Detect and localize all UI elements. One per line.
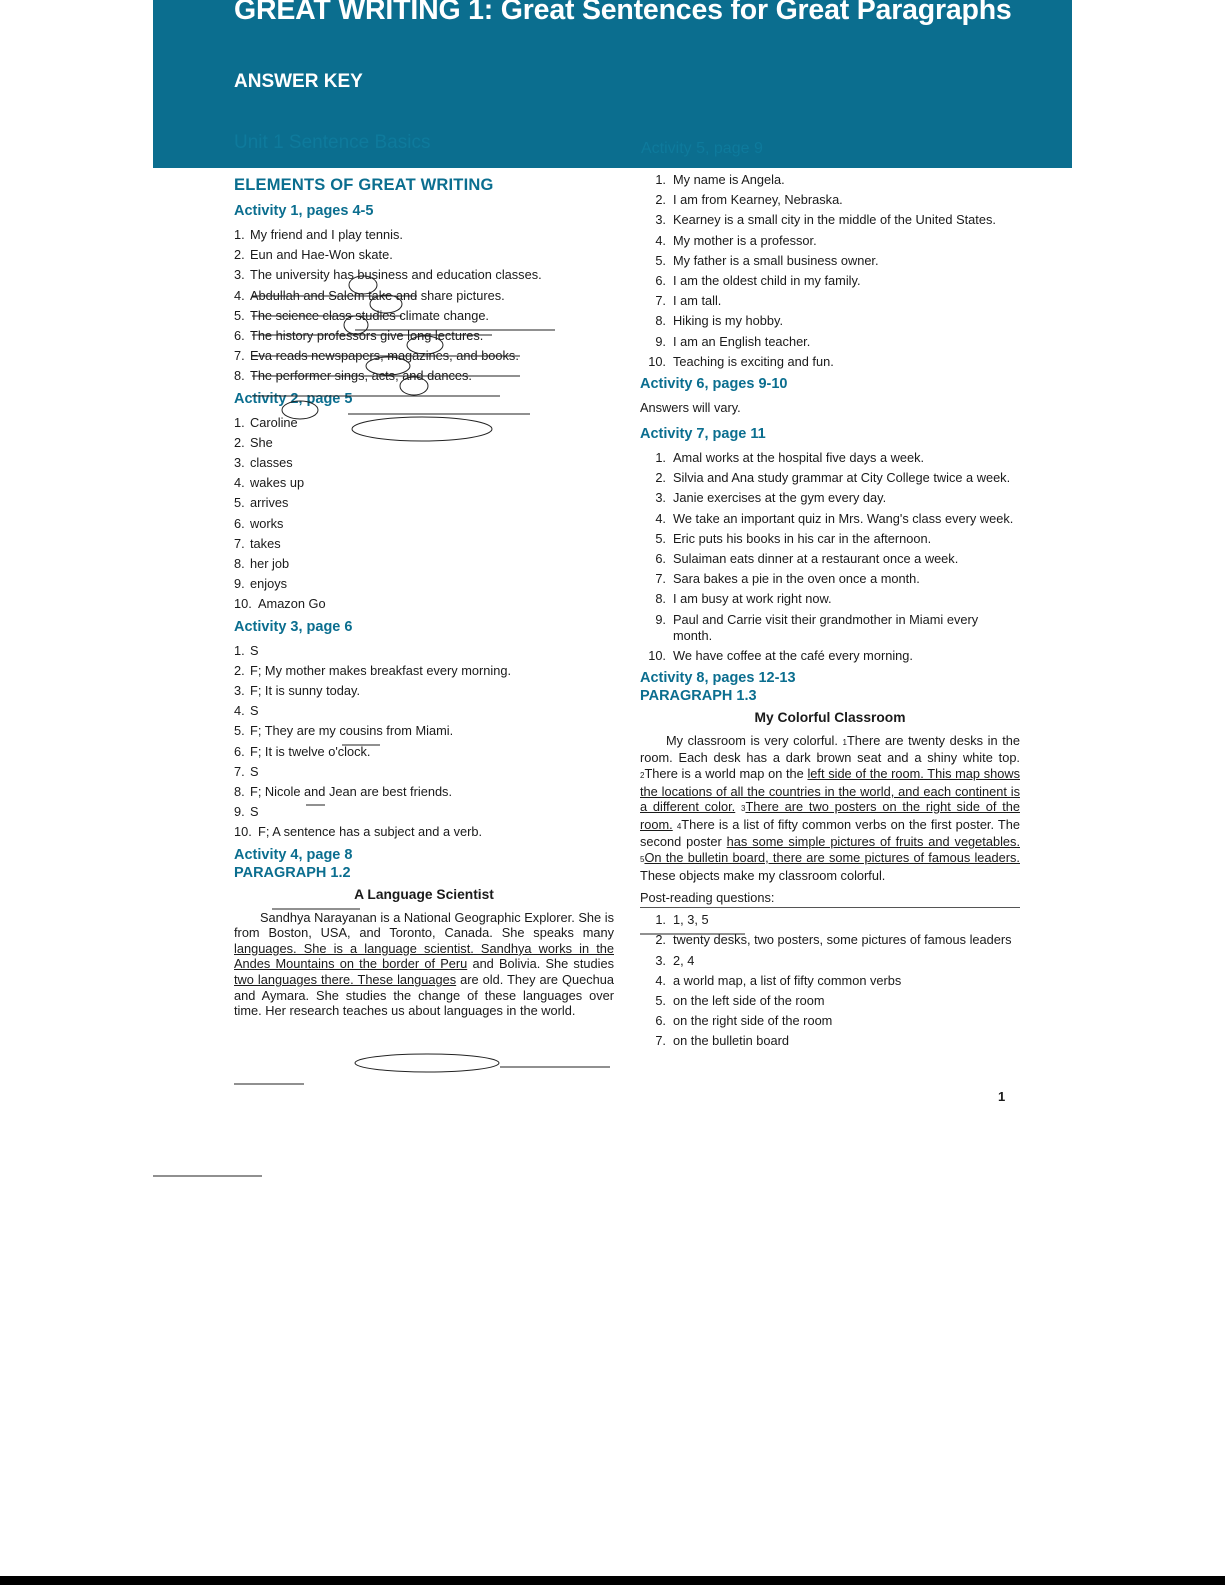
list-item: 3. F; It is sunny today. xyxy=(234,683,361,699)
list-item: 4. Abdullah and Salem take and share pictures. xyxy=(234,287,505,303)
list-item: 5. The science class studies climate change. xyxy=(234,307,489,323)
list-item: 8. her job xyxy=(234,556,290,572)
list-item: 10. Teaching is exciting and fun. xyxy=(648,353,834,369)
list-item: 4. S xyxy=(234,703,259,719)
list-item: 7. takes xyxy=(234,535,281,551)
list-item: 4. My mother is a professor. xyxy=(655,232,817,248)
activity-1-heading: Activity 1, pages 4-5 xyxy=(234,203,374,219)
list-item: 7. Eva reads newspapers, magazines, and books. xyxy=(234,348,519,364)
list-item: 1. S xyxy=(234,642,259,658)
activity-4-heading: Activity 4, page 8 xyxy=(234,846,353,863)
faded-unit-title: Unit 1 Sentence Basics xyxy=(234,132,431,153)
circle-mark xyxy=(355,1054,499,1072)
list-item: 2. She xyxy=(234,434,273,450)
list-item: 6. Sulaiman eats dinner at a restaurant once a week. xyxy=(655,551,959,567)
activity-3-list xyxy=(234,641,614,843)
list-item: 3. 2, 4 xyxy=(655,952,695,968)
list-item: 8. I am busy at work right now. xyxy=(655,591,832,607)
activity-2-heading: Activity 2, page 5 xyxy=(234,390,353,407)
list-item: 10. We have coffee at the café every morning. xyxy=(648,647,913,663)
activity-6-heading: Activity 6, pages 9-10 xyxy=(640,376,788,393)
answer-key-heading: ANSWER KEY xyxy=(234,71,363,92)
list-item: 1. Amal works at the hospital five days a week. xyxy=(655,450,925,466)
paragraph-1-2-body: Sandhya Narayanan is a National Geographic Explorer. She is from Boston, USA, and Toronto, Canada. She speaks many languages. She is a language scientist. Sandhya works in the Andes Mountains on the border of Peru and Bolivia. She studies two languages there. These languages are old. They are Quechua and Aymara. She studies the change of these languages over time. Her research teaches us about languages in the world. xyxy=(234,909,614,1019)
list-item: 8. F; Nicole and Jean are best friends. xyxy=(234,784,453,800)
list-item: 1. 1, 3, 5 xyxy=(655,912,709,928)
list-item: 3. classes xyxy=(234,455,293,471)
activity-7-list xyxy=(640,448,1020,666)
paragraph-1-3-title: My Colorful Classroom xyxy=(754,709,906,725)
paragraph-1-3-body: My classroom is very colorful. 1There are twenty desks in the room. Each desk has a dark brown seat and a shiny white top. 2There is a world map on the left side of the room. This map shows the locations of all the countries in the world, and each continent is a different color. 3There are two posters on the right side of the room. 4There is a list of fifty common verbs on the first poster. The second poster has some simple pictures of fruits and vegetables. 5On the bulletin board, there are some pictures of famous leaders. These objects make my classroom colorful. xyxy=(640,732,1020,883)
list-item: 3. The university has business and education classes. xyxy=(234,267,542,283)
list-item: 10. Amazon Go xyxy=(234,596,326,612)
bottom-edge-rule xyxy=(0,1576,1225,1585)
list-item: 2. Eun and Hae-Won skate. xyxy=(234,247,393,263)
list-item: 5. F; They are my cousins from Miami. xyxy=(234,723,454,739)
activity-5-list xyxy=(640,170,1020,372)
list-item: 5. on the left side of the room xyxy=(655,993,825,1009)
list-item: 5. My father is a small business owner. xyxy=(655,252,879,268)
list-item: 6. works xyxy=(234,515,284,531)
section-title: ELEMENTS OF GREAT WRITING xyxy=(234,176,494,194)
activity-3-heading: Activity 3, page 6 xyxy=(234,618,353,635)
list-item: 8. Hiking is my hobby. xyxy=(655,313,783,329)
paragraph-1-3-label: PARAGRAPH 1.3 xyxy=(640,687,757,704)
list-item: 7. I am tall. xyxy=(655,293,722,309)
book-title: GREAT WRITING 1: Great Sentences for Great Paragraphs xyxy=(234,0,1012,26)
list-item: 9. Paul and Carrie visit their grandmother in Miami every month. xyxy=(655,611,979,643)
list-item: 4. We take an important quiz in Mrs. Wang's class every week. xyxy=(655,510,1014,526)
faded-activity-title: Activity 5, page 9 xyxy=(641,140,763,157)
activity-8-heading: Activity 8, pages 12-13 xyxy=(640,669,796,686)
list-item: 1. Caroline xyxy=(234,414,298,430)
list-item: 6. The history professors give long lectures. xyxy=(234,328,484,344)
list-item: 9. I am an English teacher. xyxy=(655,333,811,349)
activity-1-list xyxy=(234,225,614,387)
list-item: 2. Silvia and Ana study grammar at City College twice a week. xyxy=(655,470,1011,486)
paragraph-1-2-title: A Language Scientist xyxy=(354,886,494,902)
activity-7-heading: Activity 7, page 11 xyxy=(640,426,766,443)
list-item: 9. S xyxy=(234,804,259,820)
left-column xyxy=(234,176,614,1023)
list-item: 5. arrives xyxy=(234,495,289,511)
paragraph-1-2-label: PARAGRAPH 1.2 xyxy=(234,864,351,881)
list-item: 3. Janie exercises at the gym every day. xyxy=(655,490,887,506)
page-number: 1 xyxy=(998,1089,1006,1104)
activity-2-list xyxy=(234,413,614,615)
list-item: 4. a world map, a list of fifty common verbs xyxy=(655,972,902,988)
list-item: 9. enjoys xyxy=(234,576,287,592)
activity-6-answer: Answers will vary. xyxy=(640,400,741,416)
list-item: 7. S xyxy=(234,763,259,779)
list-item: 6. on the right side of the room xyxy=(655,1013,833,1029)
list-item: 6. F; It is twelve o'clock. xyxy=(234,743,371,759)
post-reading-label: Post-reading questions: xyxy=(640,889,1020,908)
right-column xyxy=(640,170,1020,1056)
post-reading-list xyxy=(640,910,1020,1051)
list-item: 1. My friend and I play tennis. xyxy=(234,227,403,242)
list-item: 7. Sara bakes a pie in the oven once a month. xyxy=(655,571,920,587)
list-item: 1. My name is Angela. xyxy=(655,172,785,187)
list-item: 2. twenty desks, two posters, some pictures of famous leaders xyxy=(655,932,1012,948)
list-item: 10. F; A sentence has a subject and a verb. xyxy=(234,824,483,840)
list-item: 3. Kearney is a small city in the middle of the United States. xyxy=(655,212,996,228)
list-item: 2. F; My mother makes breakfast every morning. xyxy=(234,662,511,678)
list-item: 6. I am the oldest child in my family. xyxy=(655,273,861,289)
list-item: 4. wakes up xyxy=(234,475,305,491)
header-band xyxy=(153,0,1072,168)
list-item: 5. Eric puts his books in his car in the afternoon. xyxy=(655,530,932,546)
list-item: 7. on the bulletin board xyxy=(655,1033,789,1049)
list-item: 8. The performer sings, acts, and dances. xyxy=(234,368,472,384)
list-item: 2. I am from Kearney, Nebraska. xyxy=(655,192,843,208)
